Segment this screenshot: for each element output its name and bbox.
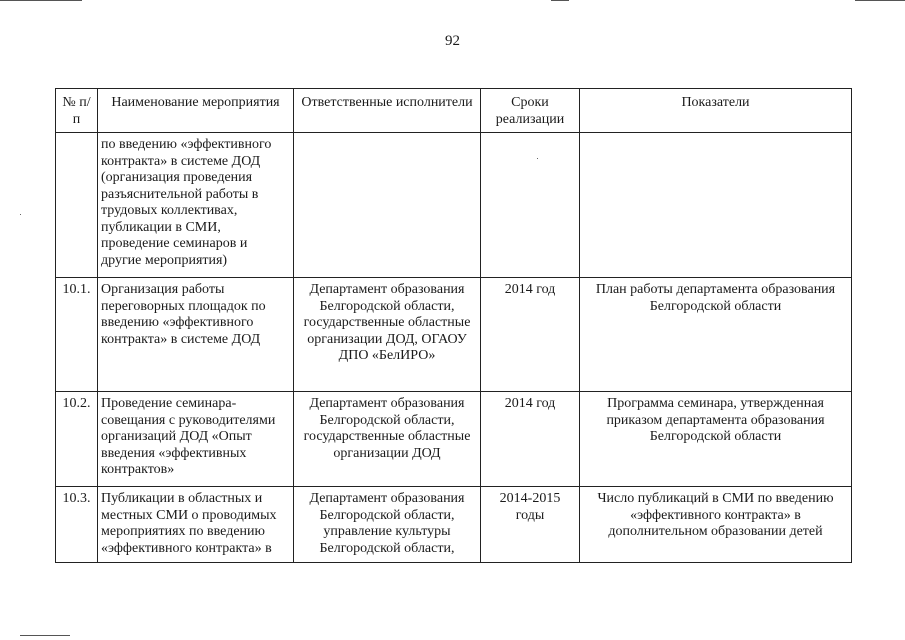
cell-responsible: Департамент образования Белгородской области, управление культуры Белгородской области, [294, 487, 481, 563]
activity-plan-table [55, 88, 852, 563]
cell-term: 2014-2015 годы [481, 487, 580, 563]
header-indicators: Показатели [580, 89, 852, 133]
header-term: Сроки реализации [481, 89, 580, 133]
scan-edge-line-bottom-left [20, 635, 70, 636]
cell-number: 10.1. [56, 278, 98, 392]
cell-number [56, 133, 98, 278]
cell-number: 10.3. [56, 487, 98, 563]
cell-term: 2014 год [481, 392, 580, 487]
cell-indicators: Число публикаций в СМИ по введению «эффективного контракта» в дополнительном образовании детей [580, 487, 852, 563]
cell-responsible: Департамент образования Белгородской области, государственные областные организации ДОД, ОГАОУ ДПО «БелИРО» [294, 278, 481, 392]
table-header-row [56, 89, 852, 133]
cell-indicators: Программа семинара, утвержденная приказом департамента образования Белгородской области [580, 392, 852, 487]
page-number: 92 [445, 33, 460, 49]
cell-term [481, 133, 580, 278]
scan-edge-line-top-center [551, 0, 569, 1]
cell-responsible [294, 133, 481, 278]
cell-name: Проведение семинара-совещания с руководителями организаций ДОД «Опыт введения «эффективных контрактов» [98, 392, 294, 487]
cell-term: 2014 год [481, 278, 580, 392]
cell-name: по введению «эффективного контракта» в системе ДОД (организация проведения разъяснительной работы в трудовых коллективах, публикации в СМИ, проведение семинаров и другие мероприятия) [98, 133, 294, 278]
table-row [56, 278, 852, 392]
header-responsible: Ответственные исполнители [294, 89, 481, 133]
cell-number: 10.2. [56, 392, 98, 487]
table-row-continuation [56, 133, 852, 278]
header-number: № п/п [56, 89, 98, 133]
scan-speck [20, 214, 21, 215]
table-row [56, 487, 852, 563]
header-name: Наименование мероприятия [98, 89, 294, 133]
cell-indicators: План работы департамента образования Белгородской области [580, 278, 852, 392]
scan-edge-line-top-right [855, 0, 905, 1]
table-row [56, 392, 852, 487]
cell-name: Организация работы переговорных площадок по введению «эффективного контракта» в системе ДОД [98, 278, 294, 392]
scan-edge-line-top-left [0, 0, 82, 1]
cell-responsible: Департамент образования Белгородской области, государственные областные организации ДОД [294, 392, 481, 487]
cell-indicators [580, 133, 852, 278]
cell-name: Публикации в областных и местных СМИ о проводимых мероприятиях по введению «эффективного контракта» в [98, 487, 294, 563]
